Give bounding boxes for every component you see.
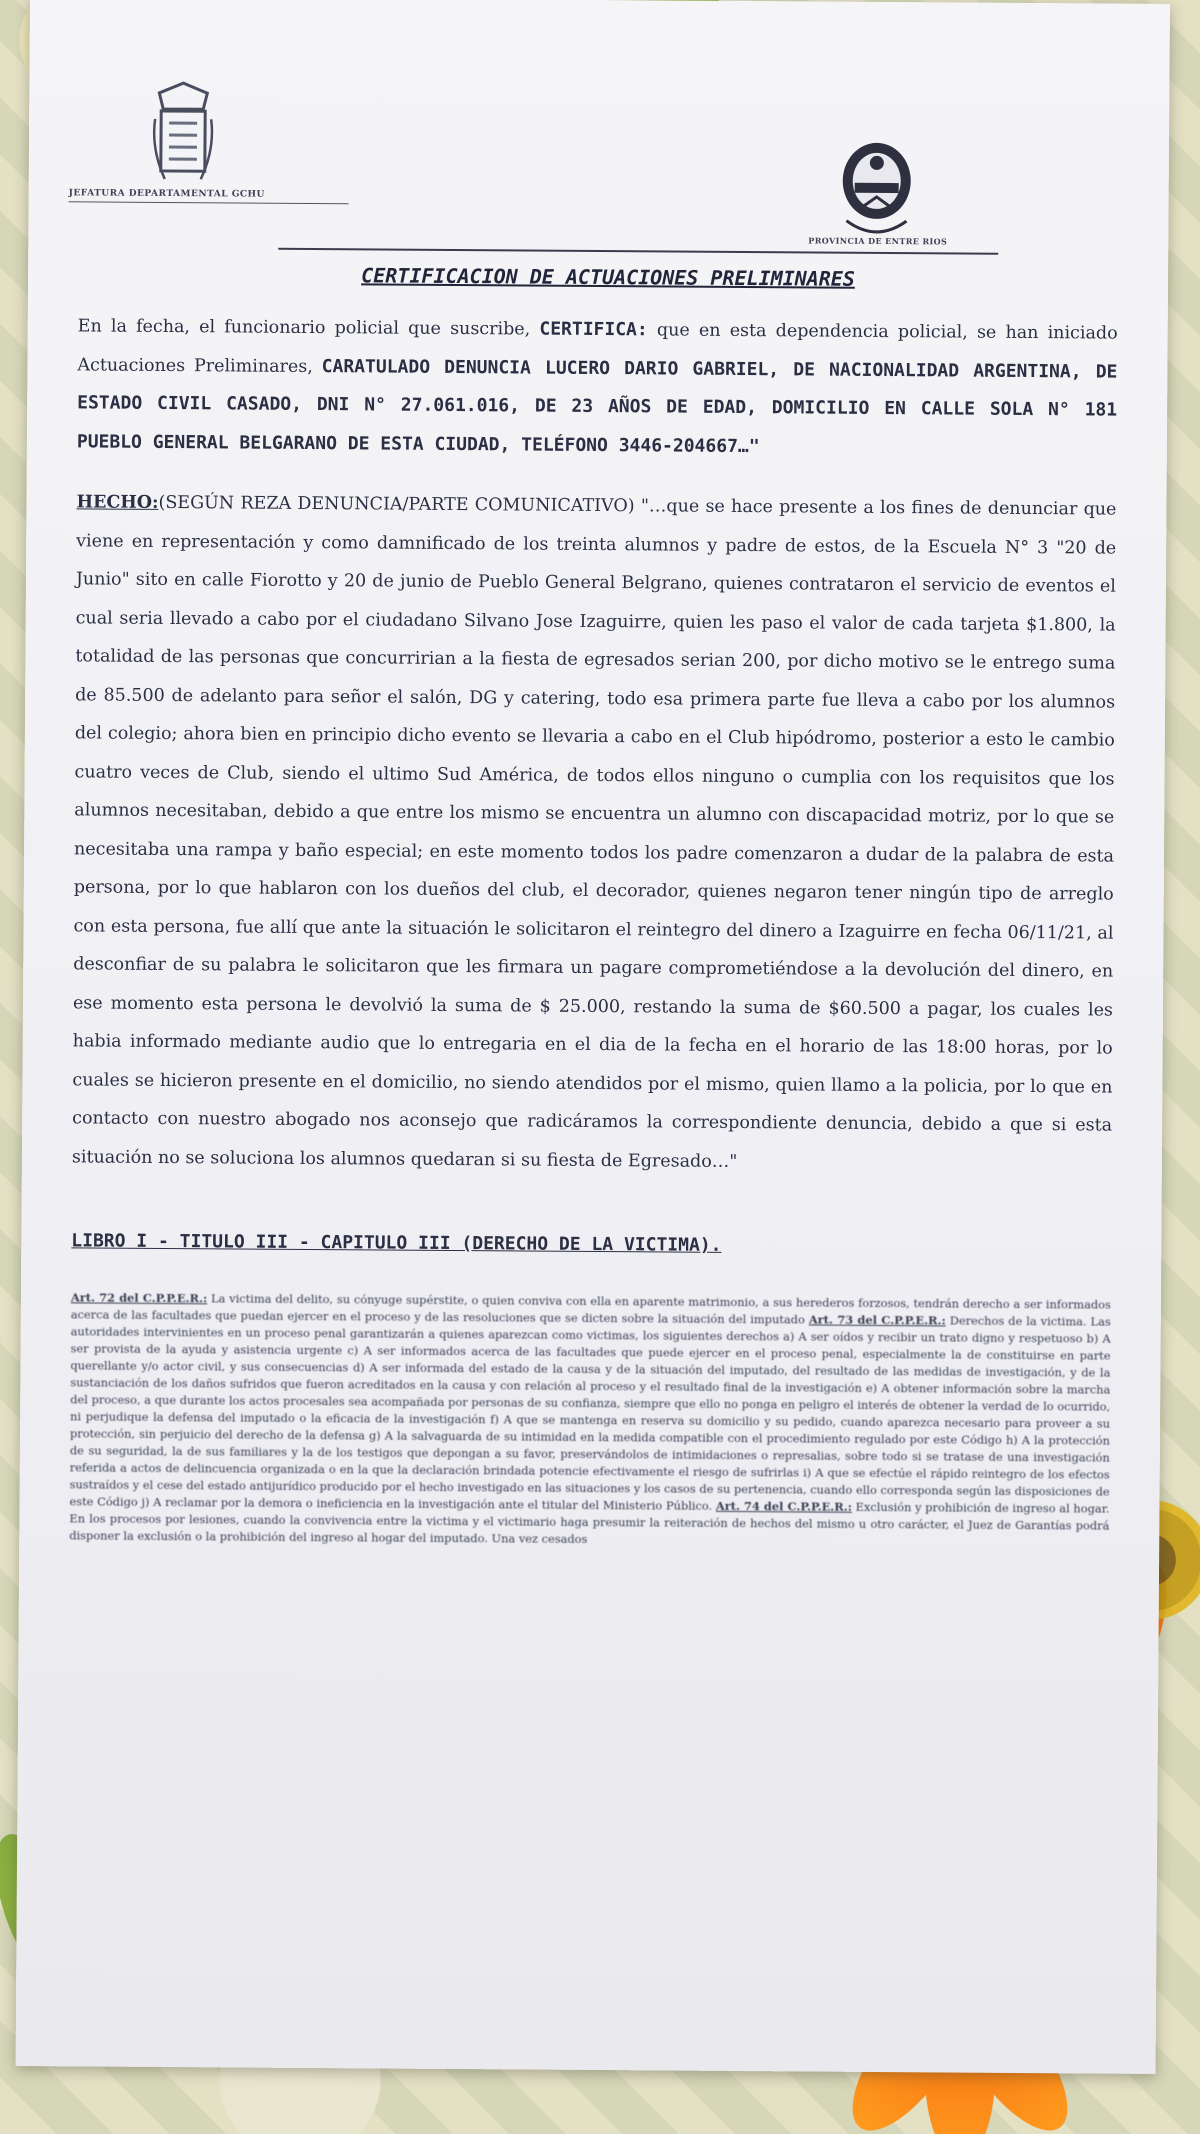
articles-fine-print xyxy=(69,1289,1111,1551)
police-crest-icon xyxy=(147,79,220,189)
hecho-label: HECHO: xyxy=(76,492,159,513)
art72-ref: Art. 72 del C.P.P.E.R.: xyxy=(70,1289,208,1305)
intro-paragraph xyxy=(77,307,1118,468)
art74-ref: Art. 74 del C.P.P.E.R.: xyxy=(715,1498,852,1514)
hecho-paragraph xyxy=(72,483,1117,1183)
art72-text: La victima del delito, su cónyuge supérstite, o quien conviva con ella en aparente matrimonio, a sus herederos forzosos, tendrán derecho a ser informados acerca de las facultades que puedan ejercer en el proceso y de las resoluciones que se dicten sobre la situación del imputado xyxy=(70,1290,1111,1326)
letterhead xyxy=(28,0,1170,269)
document-sheet xyxy=(16,0,1170,2074)
intro-middle: que en esta dependencia policial, se han iniciado Actuaciones Preliminares, xyxy=(77,320,1118,377)
certifica-label: CERTIFICA: xyxy=(539,318,648,341)
hecho-source: (SEGÚN REZA DENUNCIA/PARTE COMUNICATIVO) xyxy=(158,492,635,517)
jefatura-heading: JEFATURA DEPARTAMENTAL GCHU xyxy=(68,188,265,200)
caratula-text: CARATULADO DENUNCIA LUCERO DARIO GABRIEL, DE NACIONALIDAD ARGENTINA, DE ESTADO CIVIL CASADO, DNI N° 27.061.016, DE 23 AÑOS DE EDAD, DOMICILIO EN CALLE SOLA N° 181 PUEBLO GENERAL BELGARANO DE ESTA CIUDAD, TELÉFONO 3446-204667…" xyxy=(76,355,1118,457)
hecho-text: "…que se hace presente a los fines de denunciar que viene en representación y como damnificado de los treinta alumnos y padre de estos, de la Escuela N° 3 "20 de Junio" sito en calle Fiorotto y 20 de junio de Pueblo General Belgrano, quienes contrataron el servicio de eventos el cual seria llevado a cabo por el ciudadano Silvano Jose Izaguirre, quien les paso el valor de cada tarjeta $1.800, la totalidad de las personas que concurririan a la fiesta de egresados serian 200, por dicho motivo se le entrego suma de 85.500 de adelanto para señor el salón, DG y catering, todo esa primera parte fue lleva a cabo por los alumnos del colegio; ahora bien en principio dicho evento se llevaria a cabo en el Club hipódromo, posterior a esto le cambio cuatro veces de Club, siendo el ultimo Sud América, de todos ellos ninguno o cumplia con los requisitos que los alumnos necesitaban, debido a que entre los mismo se encuentra un alumno con discapacidad motriz, por lo que se necesitaba una rampa y baño especial; en este momento todos los padre comenzaron a dudar de la palabra de esta persona, por lo que hablaron con los dueños del club, el decorador, quienes negaron tener ningún tipo de arreglo con esta persona, fue allí que ante la situación le solicitaron el reintegro del dinero a Izaguirre en fecha 06/11/21, al desconfiar de su palabra le solicitaron que les firmara un pagare comprometiéndose a la devolución del dinero, en ese momento esta persona le devolvió la suma de $ 25.000, restando la suma de $60.500 a pagar, los cuales les habia informado mediante audio que lo entregaria en el dia de la fecha en el horario de las 18:00 horas, por lo cuales se hicieron presente en el domicilio, no siendo atendidos por el mismo, quien llamo a la policia, por lo que en contacto con nuestro abogado nos aconsejo que radicáramos la correspondiente denuncia, debido a que si esta situación no se soluciona los alumnos quedaran si su fiesta de Egresado…" xyxy=(71,496,1117,1172)
divider xyxy=(69,201,349,204)
libro-heading: LIBRO I - TITULO III - CAPITULO III (DERECHO DE LA VICTIMA). xyxy=(71,1230,722,1256)
art73-ref: Art. 73 del C.P.P.E.R.: xyxy=(808,1311,946,1327)
intro-lead: En la fecha, el funcionario policial que suscribe, xyxy=(77,316,531,340)
art74-text: Exclusión y prohibición de ingreso al hogar. En los procesos por lesiones, cuando la convivencia entre la victima y el victimario haga presumir la reiteración de hechos del mismo u otro carácter, el Juez de Garantías podrá disponer la exclusión o la prohibición del ingreso al hogar del imputado. Una vez cesados xyxy=(69,1499,1110,1546)
header-rule xyxy=(278,248,998,255)
document-title: CERTIFICACION DE ACTUACIONES PRELIMINARES xyxy=(361,263,855,291)
provincia-heading: PROVINCIA DE ENTRE RIOS xyxy=(808,235,948,247)
document-body xyxy=(19,307,1168,1551)
province-seal-icon xyxy=(836,137,917,238)
art73-text: Derechos de la victima. Las autoridades intervinientes en un proceso penal garantizarán a quienes aparezcan como victimas, los siguientes derechos a) A ser oídos y recibir un trato digno y respetuoso b) A ser provista de la ayuda y asistencia urgente c) A ser informados acerca de las facultades que puede ejercer en el proceso penal, especialmente la de constituirse en parte querellante y/o actor civil, y sus consecuencias d) A ser informada del estado de la causa y de la situación del imputado, del resultado de las medidas de investigación, y de la sustanciación de los daños sufridos que fueron acreditados en la causa y con relación al proceso y el resultado final de la investigación e) A obtener información sobre la marcha del proceso, a que durante los actos procesales sea acompañada por personas de su confianza, siempre que ello no ponga en peligro el interés de obtener la verdad de lo ocurrido, ni perjudique la defensa del imputado o la eficacia de la investigación f) A que se mantenga en reserva su domicilio y su pedido, cuando aparezca necesario para proveer a su protección, sin perjuicio del derecho de la defensa g) A la salvaguarda de su intimidad en la medida compatible con el procedimiento regulado por este Código h) A la protección de su seguridad, la de sus familiares y la de los testigos que depongan a su favor, preservándolos de intimidaciones o represalias, sobre todo si se tratase de una investigación referida a actos de delincuencia organizada o en la que la declaración brindada potencie efectivamente el riesgo de sufrirlas i) A que se efectúe el rápido reintegro de los efectos sustraídos y el cese del estado antijurídico producido por el hecho investigado en las situaciones y los casos de su pertenencia, cuando ello corresponda según las disposiciones de este Código j) A reclamar por la demora o ineficiencia en la investigación ante el titular del Ministerio Público. xyxy=(69,1312,1111,1513)
